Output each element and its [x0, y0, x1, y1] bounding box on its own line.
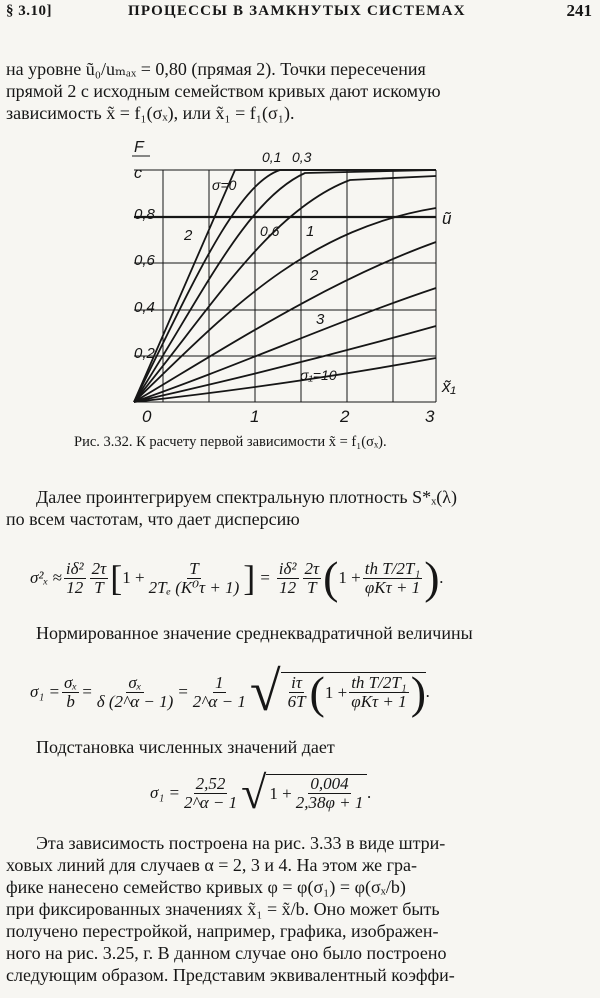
paragraph-2-line-1: Далее проинтегрируем спектральную плотность S*ₓ(λ)	[36, 487, 458, 507]
paragraph-4: Подстановка численных значений дает	[36, 737, 335, 757]
eq1-frac-2: $\frac{2\tau}{T}$	[91, 558, 107, 597]
curve-sigma-2	[134, 242, 436, 402]
y-axis-label-num: F̃	[134, 140, 144, 156]
eq2-equals-1: =	[81, 682, 93, 701]
figure-3-32	[120, 140, 460, 430]
eq2-one: 1 +	[324, 682, 348, 702]
eq2-radicand: $\frac{i\tau}{6T}$ ( 1 + $\frac{\text{th T/2T₁}}{\text{φKτ + 1}}$ )	[281, 672, 426, 713]
closing-line-3: фике нанесено семейство кривых φ = φ(σ₁) = φ(σₓ/b)	[6, 877, 406, 897]
closing-line-4: при фиксированных значениях x̃₁ = x̃/b. Оно может быть	[6, 899, 440, 919]
curve-sigma-0-6	[134, 176, 436, 402]
eq1-one-2: 1 +	[338, 568, 361, 587]
eq2-frac-2: $\frac{\text{σₓ}}{\delta (2\^{}\alpha - 1)}$	[96, 672, 174, 711]
curve-label-0-3: 0,3	[292, 149, 312, 165]
eq2-frac-4: $\frac{i\tau}{6T}$	[287, 673, 306, 711]
page-number: 241	[566, 1, 592, 20]
eq1-one: 1 +	[122, 568, 145, 587]
curve-label-3: 3	[316, 311, 325, 328]
y-axis-label-den: c	[134, 165, 142, 182]
equation-dispersion: σ²ₓ ≈ $\frac{\text{iδ²}}{12}$ $\frac{2\tau}{T}$ [ 1 + $\frac{T}{\text{2Tₑ (K⁰τ + 1)}}$ ] = $\frac{\text{iδ²}}{12}$ $\frac{2\tau}{T}$ ( 1 + $\frac{\text{th T/2T₁}}{\text{φKτ + 1}}$ ) .	[30, 552, 444, 603]
eq3-frac-1: $\frac{2,52}{2\^{}\alpha - 1}$	[184, 773, 238, 812]
paragraph-2	[6, 486, 596, 530]
x-tick-2: 2	[340, 407, 350, 426]
eq1-frac-3: $\frac{T}{\text{2Tₑ (K⁰τ + 1)}}$	[148, 558, 240, 597]
equation-normalized: σ₁ = $\frac{\text{σₓ}}{b}$ = $\frac{\text{σₓ}}{\delta (2\^{}\alpha - 1)}$ = $\frac{1}{2\^{}\alpha - 1}$ √ $\frac{i\tau}{6T}$ ( 1 + $\frac{\text{th T/2T₁}}{\text{φKτ + 1}}$ ) .	[30, 661, 431, 723]
eq1-frac-4: $\frac{\text{iδ²}}{12}$	[278, 558, 297, 597]
x-tick-1: 1	[250, 407, 260, 426]
curve-sigma-10	[134, 358, 436, 402]
section-number: § 3.10]	[6, 3, 52, 19]
eq1-equals: =	[259, 568, 271, 587]
running-title: ПРОЦЕССЫ В ЗАМКНУТЫХ СИСТЕМАХ	[128, 3, 466, 19]
y-tick-0-8: 0,8	[134, 206, 155, 223]
x-axis-label: x̃₁	[442, 377, 456, 396]
curve-label-sigma-0: σ=0	[212, 177, 237, 193]
eq3-lhs: σ₁ =	[150, 783, 181, 802]
equation-substituted: σ₁ = $\frac{2,52}{2\^{}\alpha - 1}$ √ 1 + $\frac{0,004}{2,38\varphi + 1}$ .	[150, 767, 372, 818]
closing-paragraph	[6, 832, 596, 986]
closing-line-5: получено перестройкой, например, графика, изображен-	[6, 921, 439, 941]
curve-sigma-0-3	[134, 170, 436, 402]
grid	[134, 170, 436, 402]
eq2-lhs: σ₁ =	[30, 682, 61, 701]
running-header	[0, 0, 600, 26]
eq3-frac-2: $\frac{0,004}{2,38\varphi + 1}$	[295, 774, 364, 812]
eq3-end: .	[367, 783, 372, 802]
paragraph-2-line-2: по всем частотам, что дает дисперсию	[6, 509, 300, 529]
figure-caption: Рис. 3.32. К расчету первой зависимости x̃ = f₁(σₓ).	[74, 434, 387, 450]
eq2-equals-2: =	[177, 682, 189, 701]
closing-line-7: следующим образом. Представим эквивалентный коэффи-	[6, 965, 455, 985]
eq3-one: 1 +	[269, 783, 292, 803]
eq1-frac-5: $\frac{2\tau}{T}$	[304, 558, 320, 597]
eq2-frac-1: $\frac{\text{σₓ}}{b}$	[64, 672, 78, 711]
y-tick-0-6: 0,6	[134, 252, 155, 269]
y-tick-0-4: 0,4	[134, 299, 155, 316]
paragraph-3: Нормированное значение среднеквадратичной величины	[36, 623, 473, 643]
intro-line-2: прямой 2 с исходным семейством кривых дают искомую	[6, 81, 441, 101]
eq2-frac-3: $\frac{1}{2\^{}\alpha - 1}$	[192, 672, 246, 711]
intro-paragraph	[6, 58, 594, 124]
eq2-frac-5: $\frac{\text{th T/2T₁}}{\text{φKτ + 1}}$	[351, 673, 407, 711]
intro-line-3: зависимость x̃ = f₁(σₓ), или x̃₁ = f₁(σ₁).	[6, 103, 295, 123]
closing-line-6: ного на рис. 3.25, г. В данном случае оно было построено	[6, 943, 447, 963]
curve-sigma-1	[134, 208, 436, 402]
x-tick-0: 0	[142, 407, 152, 426]
eq1-frac-6: $\frac{\text{th T/2T₁}}{\text{φKτ + 1}}$	[364, 558, 421, 597]
eq1-lhs: σ²ₓ ≈	[30, 568, 62, 587]
curve-label-sigma-10: σ₁=10	[300, 367, 337, 383]
curve-label-0-1: 0,1	[262, 149, 282, 165]
curve-sigma-5	[134, 326, 436, 402]
curve-label-2: 2	[310, 267, 319, 284]
curve-sigma-0-1	[134, 170, 436, 402]
curve-label-0-6: 0,6	[260, 223, 280, 239]
line-label-2: 2	[184, 227, 193, 244]
closing-line-1: Эта зависимость построена на рис. 3.33 в виде штри-	[36, 833, 446, 853]
eq1-frac-1: $\frac{\text{iδ²}}{12}$	[65, 558, 84, 597]
y-tick-0-2: 0,2	[134, 345, 155, 362]
curve-sigma-0	[134, 170, 436, 402]
curve-family	[134, 170, 436, 402]
closing-line-2: ховых линий для случаев α = 2, 3 и 4. На этом же гра-	[6, 855, 418, 875]
right-label-u: ũ	[442, 209, 452, 228]
curve-label-1: 1	[306, 223, 315, 240]
intro-line-1: на уровне ũ₀/uₘₐₓ = 0,80 (прямая 2). Точки пересечения	[6, 59, 426, 79]
eq1-end: .	[439, 568, 444, 587]
eq3-radicand	[266, 774, 367, 812]
eq2-end: .	[426, 682, 431, 701]
x-tick-3: 3	[425, 407, 435, 426]
